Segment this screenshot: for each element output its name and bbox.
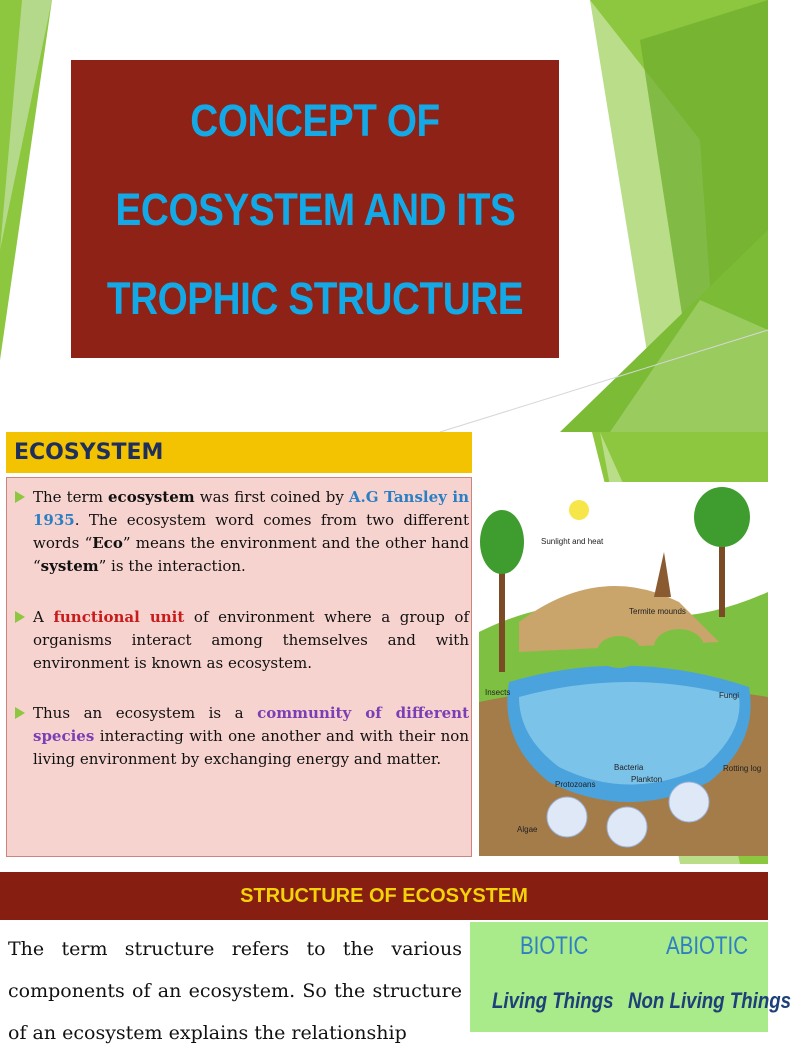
- label-fungi: Fungi: [719, 691, 740, 700]
- ecosystem-text-box: [6, 477, 472, 857]
- title-line-2: ECOSYSTEM AND ITS: [115, 183, 515, 235]
- text: was first coined by: [194, 488, 349, 506]
- bullet-arrow-icon: [15, 707, 25, 719]
- non-living-things-label: Non Living Things: [628, 988, 791, 1013]
- ecosystem-illustration: [479, 482, 768, 856]
- label-protozoans: Protozoans: [555, 780, 596, 789]
- living-things-label: Living Things: [492, 988, 614, 1013]
- tansley-highlight: A.G Tansley in 1935: [33, 488, 469, 529]
- title-line-3: TROPHIC STRUCTURE: [106, 272, 524, 324]
- label-insects: Insects: [485, 688, 511, 697]
- text: interacting with one another and with their non living environment by exchanging energy and matter.: [33, 727, 469, 768]
- label-plankton: Plankton: [631, 775, 663, 784]
- structure-heading: STRUCTURE OF ECOSYSTEM: [240, 884, 528, 907]
- title-box: [71, 60, 559, 358]
- label-algae: Algae: [517, 825, 538, 834]
- label-bacteria: Bacteria: [614, 763, 644, 772]
- text: of environment where a group of organisms interact among themselves and with environment is known as ecosystem.: [33, 608, 470, 672]
- ecosystem-heading: ECOSYSTEM: [14, 440, 164, 465]
- community-highlight: community of different species: [33, 704, 469, 745]
- bullet-arrow-icon: [15, 611, 25, 623]
- structure-slide: [0, 872, 791, 1044]
- text: . The ecosystem word comes from two different words “: [33, 511, 469, 552]
- ecosystem-slide: [0, 432, 768, 864]
- bold-term: ecosystem: [108, 488, 195, 506]
- text: ” is the interaction.: [98, 557, 246, 575]
- ecosystem-header: [6, 432, 472, 473]
- label-termite: Termite mounds: [629, 607, 686, 616]
- bullet-3: [11, 702, 469, 771]
- structure-header: [0, 872, 768, 920]
- bullet-2: [11, 606, 469, 675]
- title-slide: [0, 0, 768, 432]
- text: Thus an ecosystem is a: [33, 704, 258, 722]
- title-line-1: CONCEPT OF: [190, 94, 440, 146]
- text: The term: [33, 488, 109, 506]
- structure-text: The term structure refers to the various components of an ecosystem. So the structure of an ecosystem explains the relationship: [8, 938, 462, 1044]
- bold-term: system: [40, 557, 99, 575]
- text: A: [33, 608, 54, 626]
- text: ” means the environment and the other hand “: [33, 534, 469, 575]
- bold-term: Eco: [92, 534, 123, 552]
- abiotic-label: ABIOTIC: [666, 932, 749, 960]
- bullet-arrow-icon: [15, 491, 25, 503]
- label-rotting-log: Rotting log: [723, 764, 762, 773]
- biotic-abiotic-panel: [470, 922, 791, 1032]
- bullet-1: [11, 486, 469, 578]
- functional-unit-highlight: functional unit: [53, 608, 185, 626]
- label-sunlight: Sunlight and heat: [541, 537, 604, 546]
- biotic-label: BIOTIC: [520, 932, 589, 960]
